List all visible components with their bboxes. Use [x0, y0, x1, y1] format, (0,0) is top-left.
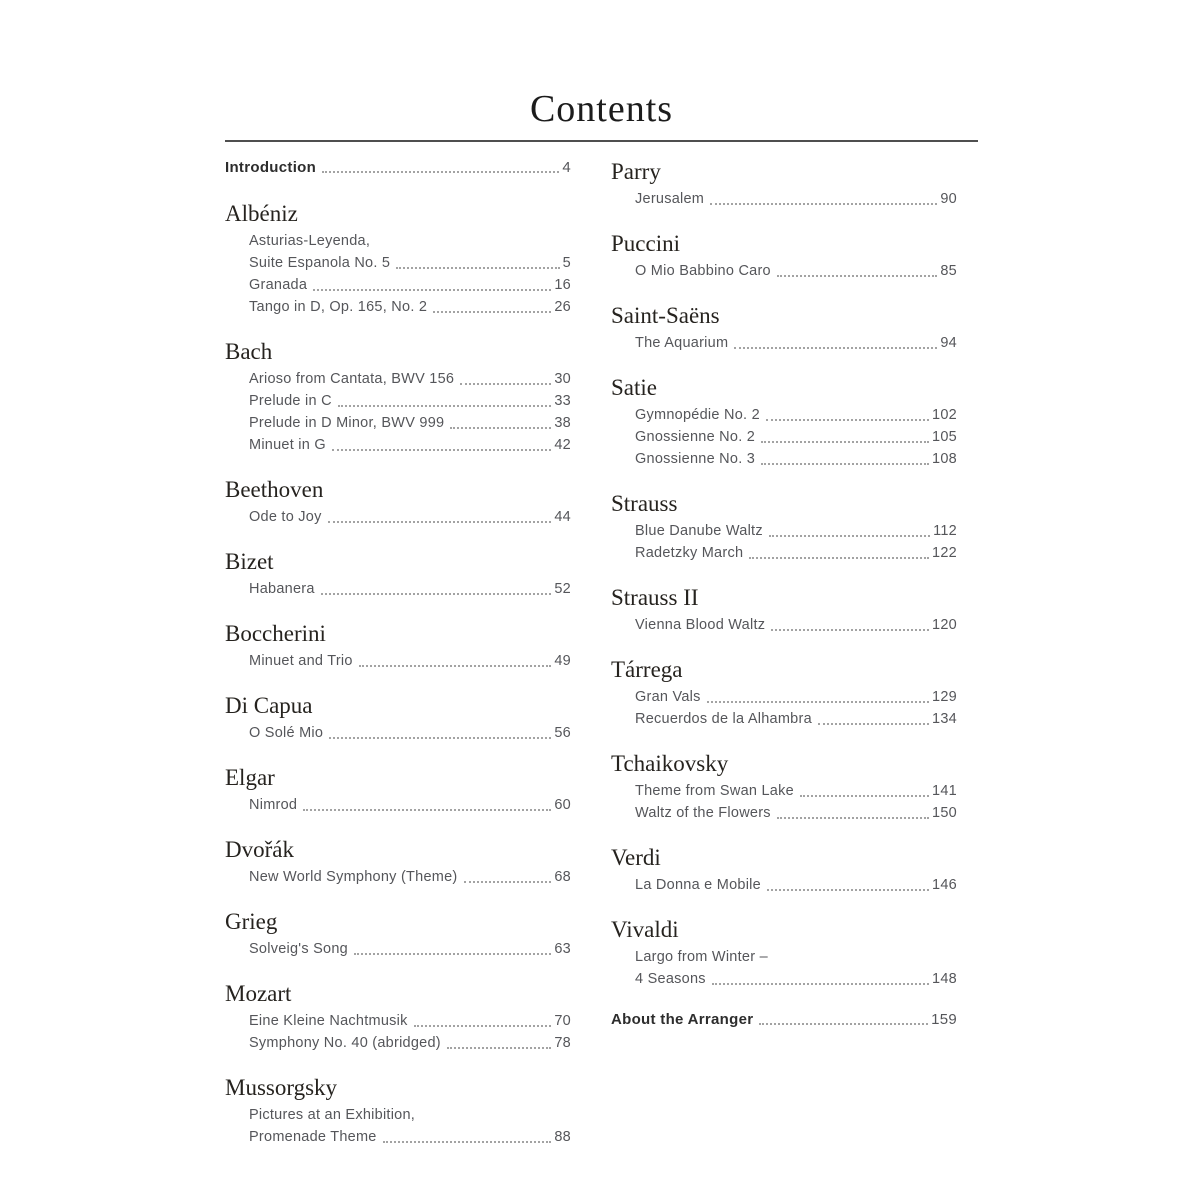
dot-leader	[338, 405, 552, 407]
page-number: 42	[554, 437, 571, 453]
piece-list	[225, 722, 571, 744]
toc-section	[611, 302, 957, 354]
dot-leader	[761, 463, 929, 465]
toc-section	[611, 916, 957, 990]
toc-section	[225, 836, 571, 888]
piece-title: 4 Seasons	[635, 971, 706, 987]
piece-title: Blue Danube Waltz	[635, 523, 763, 539]
composer-heading: Bach	[225, 339, 273, 364]
piece-title: Symphony No. 40 (abridged)	[249, 1035, 441, 1051]
toc-section	[225, 338, 571, 456]
toc-entry	[635, 426, 957, 448]
toc-section	[611, 374, 957, 470]
piece-title: Minuet in G	[249, 437, 326, 453]
page-number: 78	[554, 1035, 571, 1051]
piece-list	[225, 866, 571, 888]
toc-section	[611, 158, 957, 210]
piece-title-line: Pictures at an Exhibition,	[249, 1107, 416, 1123]
piece-title: The Aquarium	[635, 335, 729, 351]
dot-leader	[383, 1141, 552, 1143]
piece-title: Prelude in D Minor, BWV 999	[249, 415, 445, 431]
piece-title: Eine Kleine Nachtmusik	[249, 1013, 408, 1029]
dot-leader	[359, 665, 552, 667]
page-number: 150	[932, 805, 957, 821]
composer-heading: Parry	[611, 159, 661, 184]
toc-section	[225, 1074, 571, 1148]
piece-list	[611, 404, 957, 470]
composer-heading: Strauss II	[611, 585, 699, 610]
piece-list	[611, 874, 957, 896]
page-number: 102	[932, 407, 957, 423]
toc-entry	[635, 332, 957, 354]
composer-heading: Dvořák	[225, 837, 294, 862]
dot-leader	[777, 275, 937, 277]
page-number: 4	[562, 159, 571, 176]
toc-section	[611, 656, 957, 730]
toc-section	[611, 844, 957, 896]
toc-section	[611, 584, 957, 636]
piece-title: Waltz of the Flowers	[635, 805, 771, 821]
page-number: 94	[940, 335, 957, 351]
piece-list	[225, 938, 571, 960]
toc-entry	[635, 874, 957, 896]
piece-title: Gymnopédie No. 2	[635, 407, 760, 423]
toc-entry	[249, 434, 571, 456]
piece-title: Vienna Blood Waltz	[635, 617, 766, 633]
toc-entry	[249, 1010, 571, 1032]
page-number: 56	[554, 725, 571, 741]
dot-leader	[761, 441, 929, 443]
toc-entry	[635, 520, 957, 542]
piece-title: Promenade Theme	[249, 1129, 377, 1145]
piece-title: Arioso from Cantata, BWV 156	[249, 371, 455, 387]
piece-title: Nimrod	[249, 797, 298, 813]
composer-heading: Mussorgsky	[225, 1075, 338, 1100]
title-divider	[225, 140, 978, 142]
composer-heading: Tárrega	[611, 657, 683, 682]
piece-title: Granada	[249, 277, 308, 293]
composer-heading: Mozart	[225, 981, 292, 1006]
dot-leader	[460, 383, 551, 385]
page-number: 30	[554, 371, 571, 387]
piece-list	[225, 368, 571, 456]
toc-entry	[635, 404, 957, 426]
piece-title: O Solé Mio	[249, 725, 324, 741]
page-number: 90	[940, 191, 957, 207]
dot-leader	[818, 723, 929, 725]
page-number: 68	[554, 869, 571, 885]
toc-entry	[249, 252, 571, 274]
piece-title: Gnossienne No. 2	[635, 429, 756, 445]
piece-list	[225, 578, 571, 600]
toc-entry	[249, 274, 571, 296]
entry-label: About the Arranger	[611, 1011, 754, 1028]
toc-entry	[635, 802, 957, 824]
standalone-entry	[225, 158, 571, 178]
toc-entry	[635, 260, 957, 282]
page-number: 105	[932, 429, 957, 445]
page-number: 49	[554, 653, 571, 669]
composer-heading: Boccherini	[225, 621, 326, 646]
toc-section	[611, 750, 957, 824]
toc-entry	[635, 614, 957, 636]
composer-heading: Verdi	[611, 845, 661, 870]
dot-leader	[322, 171, 559, 173]
dot-leader	[332, 449, 551, 451]
page-number: 16	[554, 277, 571, 293]
page-title: Contents	[529, 88, 674, 130]
composer-heading: Beethoven	[225, 477, 324, 502]
piece-title: Solveig's Song	[249, 941, 348, 957]
piece-title: Ode to Joy	[249, 509, 322, 525]
toc-entry	[249, 296, 571, 318]
dot-leader	[800, 795, 929, 797]
dot-leader	[328, 521, 552, 523]
composer-heading: Di Capua	[225, 693, 313, 718]
composer-heading: Elgar	[225, 765, 275, 790]
toc-section	[225, 908, 571, 960]
toc-entry	[249, 1032, 571, 1054]
page-number: 33	[554, 393, 571, 409]
toc-section	[225, 620, 571, 672]
piece-title: Tango in D, Op. 165, No. 2	[249, 299, 428, 315]
composer-heading: Bizet	[225, 549, 274, 574]
toc-entry	[635, 780, 957, 802]
dot-leader	[767, 889, 929, 891]
dot-leader	[766, 419, 929, 421]
composer-heading: Puccini	[611, 231, 680, 256]
piece-title: Habanera	[249, 581, 315, 597]
piece-list	[611, 780, 957, 824]
piece-list	[611, 260, 957, 282]
page-number: 112	[933, 523, 957, 539]
toc-entry	[635, 188, 957, 210]
toc-section	[611, 230, 957, 282]
dot-leader	[433, 311, 551, 313]
page-number: 159	[931, 1011, 957, 1028]
piece-list	[225, 230, 571, 318]
piece-title: O Mio Babbino Caro	[635, 263, 771, 279]
toc-entry	[249, 506, 571, 528]
dot-leader	[769, 535, 930, 537]
dot-leader	[450, 427, 551, 429]
piece-list	[225, 1104, 571, 1148]
composer-heading: Satie	[611, 375, 657, 400]
toc-columns	[225, 158, 957, 1168]
piece-list	[611, 332, 957, 354]
dot-leader	[354, 953, 551, 955]
toc-entry	[249, 650, 571, 672]
composer-heading: Albéniz	[225, 201, 298, 226]
page-number: 122	[932, 545, 957, 561]
piece-title-line: Asturias-Leyenda,	[249, 233, 371, 249]
piece-list	[225, 506, 571, 528]
piece-list	[611, 188, 957, 210]
toc-section	[225, 476, 571, 528]
piece-list	[611, 946, 957, 990]
piece-list	[225, 650, 571, 672]
page-number: 129	[932, 689, 957, 705]
toc-section	[225, 692, 571, 744]
toc-entry	[635, 448, 957, 470]
page-number: 70	[554, 1013, 571, 1029]
composer-heading: Grieg	[225, 909, 278, 934]
page-number: 85	[940, 263, 957, 279]
piece-list	[225, 794, 571, 816]
composer-heading: Strauss	[611, 491, 678, 516]
dot-leader	[329, 737, 551, 739]
page-number: 141	[932, 783, 957, 799]
piece-title: Prelude in C	[249, 393, 332, 409]
page-number: 60	[554, 797, 571, 813]
piece-title: Gnossienne No. 3	[635, 451, 756, 467]
toc-entry	[635, 708, 957, 730]
page-number: 148	[932, 971, 957, 987]
dot-leader	[734, 347, 937, 349]
dot-leader	[396, 267, 559, 269]
page-number: 52	[554, 581, 571, 597]
toc-column-right	[611, 158, 957, 1168]
piece-title: Jerusalem	[635, 191, 705, 207]
piece-list	[611, 520, 957, 564]
page-number: 120	[932, 617, 957, 633]
piece-title: Recuerdos de la Alhambra	[635, 711, 812, 727]
page-number: 5	[562, 255, 571, 271]
page-number: 38	[554, 415, 571, 431]
piece-list	[225, 1010, 571, 1054]
piece-list	[611, 686, 957, 730]
piece-list	[611, 614, 957, 636]
dot-leader	[771, 629, 929, 631]
dot-leader	[749, 557, 929, 559]
dot-leader	[777, 817, 929, 819]
toc-section	[225, 764, 571, 816]
piece-title: Gran Vals	[635, 689, 701, 705]
dot-leader	[414, 1025, 552, 1027]
page-number: 26	[554, 299, 571, 315]
toc-entry	[249, 578, 571, 600]
toc-column-left	[225, 158, 571, 1168]
entry-label: Introduction	[225, 159, 317, 176]
piece-title-line: Largo from Winter –	[635, 949, 768, 965]
toc-entry	[635, 968, 957, 990]
page-number: 134	[932, 711, 957, 727]
page-number: 88	[554, 1129, 571, 1145]
page-number: 63	[554, 941, 571, 957]
piece-title: Theme from Swan Lake	[635, 783, 794, 799]
page-number: 108	[932, 451, 957, 467]
composer-heading: Saint-Saëns	[611, 303, 720, 328]
dot-leader	[303, 809, 551, 811]
toc-entry	[249, 722, 571, 744]
toc-entry	[635, 686, 957, 708]
piece-title: Minuet and Trio	[249, 653, 353, 669]
page-number: 44	[554, 509, 571, 525]
toc-entry	[249, 412, 571, 434]
dot-leader	[712, 983, 929, 985]
toc-section	[225, 200, 571, 318]
toc-entry	[635, 542, 957, 564]
composer-heading: Tchaikovsky	[611, 751, 729, 776]
composer-heading: Vivaldi	[611, 917, 679, 942]
dot-leader	[447, 1047, 551, 1049]
piece-title: New World Symphony (Theme)	[249, 869, 458, 885]
piece-title: Radetzky March	[635, 545, 744, 561]
dot-leader	[464, 881, 552, 883]
dot-leader	[313, 289, 551, 291]
dot-leader	[321, 593, 552, 595]
toc-section	[225, 980, 571, 1054]
dot-leader	[759, 1023, 928, 1025]
dot-leader	[710, 203, 937, 205]
dot-leader	[707, 701, 929, 703]
toc-entry	[249, 938, 571, 960]
piece-title: Suite Espanola No. 5	[249, 255, 391, 271]
toc-entry	[249, 368, 571, 390]
toc-entry	[249, 1126, 571, 1148]
page-number: 146	[932, 877, 957, 893]
standalone-entry	[611, 1010, 957, 1030]
toc-entry	[249, 866, 571, 888]
toc-entry	[249, 794, 571, 816]
piece-title: La Donna e Mobile	[635, 877, 761, 893]
toc-entry	[249, 390, 571, 412]
toc-section	[611, 490, 957, 564]
toc-section	[225, 548, 571, 600]
